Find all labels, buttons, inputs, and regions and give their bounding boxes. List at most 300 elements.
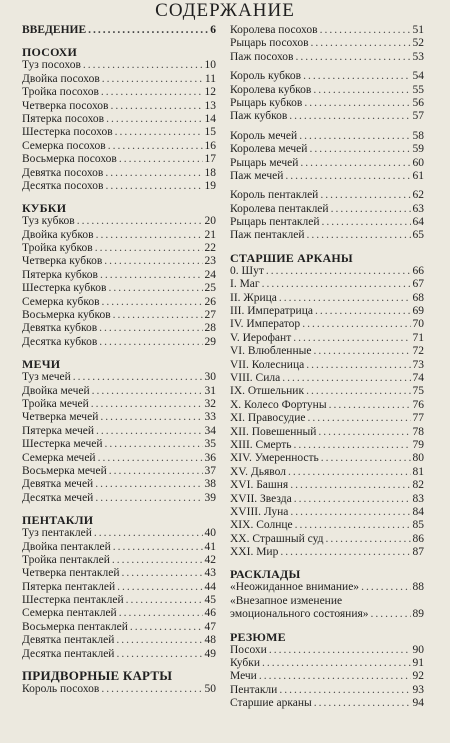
dot-leader [304,97,410,110]
dot-leader [106,113,202,126]
toc-entry-label: Тройка посохов [22,86,99,99]
page-number: 66 [412,264,424,277]
toc-entry-label: Королева посохов [230,24,318,36]
toc-entry[interactable] [230,479,424,492]
toc-entry[interactable] [22,398,216,411]
page-number: 81 [412,465,424,478]
toc-entry[interactable] [230,110,424,123]
dot-leader [331,203,411,216]
toc-entry-label: Шестерка пентаклей [22,594,124,607]
toc-entry[interactable] [230,170,424,183]
toc-entry[interactable] [230,84,424,97]
toc-entry-label: Король кубков [230,70,302,83]
page-number: 67 [412,278,424,291]
toc-entry[interactable] [230,644,424,657]
toc-entry-label: III. Императрица [230,305,313,318]
toc-column-right [230,24,424,711]
page-number: 75 [412,385,424,398]
dot-leader [361,581,410,594]
dot-leader [99,336,202,349]
toc-entry-label: Тройка пентаклей [22,553,110,566]
page-number: 42 [204,553,216,566]
page-number: 91 [412,657,424,670]
dot-leader [113,309,203,322]
page-number: 37 [204,464,216,477]
toc-entry[interactable] [230,581,424,594]
toc-entry[interactable] [22,24,216,37]
page-number: 26 [204,295,216,308]
page-number: 53 [412,50,424,63]
dot-leader [293,332,410,345]
toc-entry-label: Паж посохов [230,50,294,63]
toc-entry[interactable] [22,465,216,478]
page-number: 51 [412,24,424,36]
toc-entry-label: Четверка пентаклей [22,567,120,580]
toc-entry-label: Десятка пентаклей [22,647,115,660]
page-number: 72 [412,345,424,358]
toc-entry[interactable] [22,309,216,322]
dot-leader [288,466,411,479]
page-number: 11 [204,72,216,85]
toc-entry[interactable] [22,594,216,607]
toc-entry[interactable] [230,157,424,170]
page-number: 69 [412,305,424,318]
toc-entry[interactable] [22,336,216,349]
dot-leader [259,670,411,683]
page-number: 33 [204,411,216,424]
dot-leader [262,657,411,670]
page-number: 74 [412,371,424,384]
page-number: 57 [412,110,424,123]
page-number: 45 [204,594,216,607]
page-number: 22 [204,242,216,255]
toc-entry-label: IX. Отшельник [230,385,305,398]
dot-leader [130,621,203,634]
dot-leader [302,318,410,331]
toc-entry-label: Рыцарь посохов [230,37,309,50]
page-number: 38 [204,478,216,491]
toc-entry[interactable] [22,269,216,282]
page-number: 39 [204,491,216,504]
dot-leader [290,506,410,519]
dot-leader [101,86,203,99]
dot-leader [314,697,411,710]
page-number: 68 [412,291,424,304]
toc-entry-label: XVII. Звезда [230,492,292,505]
page-number: 12 [204,86,216,99]
dot-leader [73,371,203,384]
toc-entry[interactable] [230,318,424,331]
toc-entry[interactable] [230,452,424,465]
dot-leader [290,479,410,492]
toc-entry-label: Рыцарь кубков [230,96,303,109]
section-heading: СТАРШИЕ АРКАНЫ [230,250,353,265]
toc-entry-label: XVIII. Луна [230,505,289,518]
toc-entry[interactable] [22,140,216,153]
toc-entry-label: XIII. Смерть [230,438,292,451]
dot-leader [311,37,411,50]
toc-entry-label: Девятка пентаклей [22,634,115,647]
dot-leader [96,229,203,242]
toc-entry[interactable] [230,426,424,439]
page-number: 55 [412,83,424,96]
toc-entry-label: «Внезапное изменение [230,594,343,607]
toc-entry-label: Девятка кубков [22,322,98,335]
dot-leader [293,439,410,452]
toc-entry-label: Мечи [230,670,257,683]
toc-entry[interactable] [22,242,216,255]
dot-leader [117,581,202,594]
toc-entry[interactable] [230,506,424,519]
toc-entry[interactable] [22,683,216,696]
toc-entry[interactable] [22,541,216,554]
dot-leader [121,567,202,580]
toc-entry[interactable] [230,519,424,532]
page-number: 61 [412,169,424,182]
toc-entry-label: Посохи [230,643,267,656]
dot-leader [285,170,410,183]
dot-leader [100,411,202,424]
page-number: 20 [204,215,216,228]
dot-leader [279,684,410,697]
toc-entry[interactable] [22,567,216,580]
dot-leader [313,345,410,358]
page-number: 25 [204,282,216,295]
toc-entry[interactable] [22,371,216,384]
toc-entry[interactable] [230,97,424,110]
toc-entry-line [230,608,424,621]
toc-entry[interactable] [230,399,424,412]
page-number: 15 [204,126,216,139]
toc-entry[interactable] [22,648,216,661]
dot-leader [83,59,203,72]
dot-leader [100,269,203,282]
toc-entry[interactable] [22,153,216,166]
page-number: 29 [204,335,216,348]
toc-entry-label: Король посохов [22,683,100,696]
page-number: 14 [204,112,216,125]
page-number: 47 [204,620,216,633]
toc-entry-label: Пятерка мечей [22,424,95,437]
dot-leader [104,255,202,268]
toc-entry-label: Восьмерка посохов [22,153,117,166]
toc-entry-label: Девятка посохов [22,166,104,179]
toc-entry[interactable] [22,492,216,505]
toc-entry[interactable] [22,621,216,634]
toc-entry-label: Король пентаклей [230,189,319,202]
dot-leader [102,73,203,86]
page-number: 50 [204,683,216,696]
dot-leader [279,292,411,305]
toc-entry[interactable] [230,189,424,202]
page-number: 71 [412,331,424,344]
toc-entry[interactable] [22,452,216,465]
toc-entry[interactable] [22,229,216,242]
toc-entry-label: Туз кубков [22,215,75,228]
toc-entry[interactable] [230,657,424,670]
dot-leader [371,608,411,621]
page-number: 46 [204,607,216,620]
toc-entry-label: Кубки [230,657,260,670]
page-number: 24 [204,268,216,281]
toc-entry[interactable] [230,684,424,697]
dot-leader [300,157,410,170]
toc-entry-label: Рыцарь пентаклей [230,216,320,229]
toc-entry[interactable] [230,216,424,229]
toc-entry-label: Семерка мечей [22,451,96,464]
page-number: 87 [412,546,424,559]
toc-entry[interactable] [22,411,216,424]
dot-leader [105,167,202,180]
toc-entry[interactable] [230,51,424,64]
toc-entry-label: Двойка кубков [22,228,94,241]
dot-leader [320,24,411,37]
toc-entry[interactable] [230,466,424,479]
toc-entry[interactable] [22,73,216,86]
page-number: 19 [204,179,216,192]
dot-leader [95,242,203,255]
dot-leader [91,398,203,411]
dot-leader [101,683,202,696]
toc-entry[interactable] [22,215,216,228]
toc-entry[interactable] [230,265,424,278]
toc-entry[interactable] [22,296,216,309]
page-number: 36 [204,451,216,464]
toc-entry[interactable] [22,255,216,268]
toc-entry[interactable] [230,595,424,622]
toc-entry-label: Четверка посохов [22,99,109,112]
toc-entry[interactable] [22,385,216,398]
toc-entry-label: XX. Страшный суд [230,532,324,545]
dot-leader [110,100,202,113]
toc-entry[interactable] [230,385,424,398]
toc-entry-label: IV. Император [230,318,301,331]
dot-leader [112,554,203,567]
toc-entry-label: XIX. Солнце [230,519,293,532]
toc-entry-label: Восьмерка мечей [22,464,107,477]
page-number: 65 [412,229,424,242]
toc-entry[interactable] [22,100,216,113]
page-number: 82 [412,479,424,492]
toc-entry-label: 0. Шут [230,264,264,277]
dot-leader [322,216,411,229]
toc-entry-label: XI. Правосудие [230,412,306,425]
dot-leader [294,493,411,506]
page-number: 63 [412,202,424,215]
page-number: 90 [412,643,424,656]
page-number: 32 [204,397,216,410]
toc-entry-label: Десятка мечей [22,491,94,504]
dot-leader [269,644,411,657]
section-heading: РАСКЛАДЫ [230,567,301,582]
toc-entry-label: Королева пентаклей [230,202,329,215]
toc-entry[interactable] [230,493,424,506]
page-number: 28 [204,322,216,335]
toc-entry[interactable] [230,439,424,452]
toc-entry[interactable] [230,412,424,425]
page-number: 54 [412,70,424,83]
toc-entry-label: XII. Повешенный [230,425,317,438]
toc-entry[interactable] [230,229,424,242]
toc-entry[interactable] [22,322,216,335]
dot-leader [115,126,203,139]
page-number: 88 [412,581,424,594]
page-number: 41 [204,540,216,553]
dot-leader [280,546,410,559]
toc-entry-label: Туз посохов [22,59,81,72]
dot-leader [318,426,410,439]
toc-entry-label: Королева кубков [230,83,312,96]
toc-entry[interactable] [22,581,216,594]
toc-entry[interactable] [22,607,216,620]
toc-entry[interactable] [22,59,216,72]
dot-leader [116,634,202,647]
toc-entry-label: Восьмерка кубков [22,309,111,322]
toc-entry[interactable] [230,697,424,710]
page-number: 27 [204,309,216,322]
dot-leader [88,24,208,37]
section-heading: КУБКИ [22,201,67,216]
toc-entry-label: Двойка пентаклей [22,540,111,553]
toc-entry[interactable] [230,70,424,83]
toc-entry[interactable] [230,670,424,683]
page-number: 30 [204,371,216,384]
dot-leader [109,465,203,478]
toc-entry-label: Семерка пентаклей [22,607,117,620]
toc-entry[interactable] [230,203,424,216]
toc-entry[interactable] [230,372,424,385]
page-number: 84 [412,505,424,518]
toc-entry[interactable] [230,546,424,559]
toc-entry-label: Пентакли [230,683,278,696]
toc-entry-label: Туз мечей [22,371,71,384]
toc-entry[interactable] [230,359,424,372]
dot-leader [289,110,410,123]
dot-leader [326,533,411,546]
toc-entry[interactable] [230,278,424,291]
page-number: 43 [204,567,216,580]
toc-entry[interactable] [22,282,216,295]
toc-entry-label: Двойка мечей [22,384,90,397]
toc-entry-label: Королева мечей [230,143,308,156]
toc-entry[interactable] [230,305,424,318]
toc-entry[interactable] [230,345,424,358]
toc-entry-label: VII. Колесница [230,358,305,371]
toc-entry[interactable] [230,332,424,345]
toc-entry-label: Паж кубков [230,110,288,123]
toc-entry-label: Четверка кубков [22,255,103,268]
page-number: 85 [412,519,424,532]
toc-entry[interactable] [230,143,424,156]
toc-entry-label: Пятерка кубков [22,268,98,281]
toc-entry[interactable] [22,438,216,451]
toc-entry[interactable] [230,292,424,305]
dot-leader [315,305,411,318]
page-number: 40 [204,527,216,540]
toc-entry-label: V. Иерофант [230,331,292,344]
dot-leader [94,527,203,540]
page-number: 13 [204,99,216,112]
toc-column-left [22,24,216,696]
toc-entry[interactable] [22,167,216,180]
toc-entry[interactable] [22,634,216,647]
dot-leader [321,452,411,465]
dot-leader [266,265,411,278]
page-number: 23 [204,255,216,268]
dot-leader [262,278,411,291]
page-number: 21 [204,228,216,241]
dot-leader [102,296,203,309]
toc-entry-label: Пятерка посохов [22,112,105,125]
section-heading: ПЕНТАКЛИ [22,513,94,528]
page-number: 92 [412,670,424,683]
dot-leader [308,412,411,425]
page-number: 49 [204,647,216,660]
toc-entry[interactable] [22,180,216,193]
toc-entry-label: Шестерка посохов [22,126,113,139]
dot-leader [119,153,203,166]
toc-entry-label: Десятка кубков [22,335,98,348]
toc-entry-label: Туз пентаклей [22,527,92,540]
page-number: 80 [412,452,424,465]
page-number: 60 [412,156,424,169]
page-number: 70 [412,318,424,331]
dot-leader [309,143,410,156]
page-number: 10 [204,59,216,72]
toc-entry-label: Десятка посохов [22,179,104,192]
toc-entry[interactable] [22,425,216,438]
dot-leader [295,51,410,64]
dot-leader [306,385,410,398]
toc-entry-label: VI. Влюбленные [230,345,312,358]
page-number: 78 [412,425,424,438]
toc-entry-label: Восьмерка пентаклей [22,620,128,633]
page-number: 17 [204,153,216,166]
toc-entry[interactable] [22,527,216,540]
toc-entry[interactable] [22,113,216,126]
dot-leader [307,229,411,242]
dot-leader [108,282,202,295]
toc-entry[interactable] [230,533,424,546]
page-number: 62 [412,189,424,202]
toc-entry-label: Пятерка пентаклей [22,580,116,593]
toc-entry-label: Четверка мечей [22,411,99,424]
page-title: СОДЕРЖАНИЕ [155,0,295,21]
toc-entry-label: Шестерка мечей [22,438,103,451]
toc-entry[interactable] [22,554,216,567]
page-number: 93 [412,683,424,696]
toc-entry-label: I. Маг [230,278,260,291]
section-heading: ПОСОХИ [22,45,78,60]
toc-entry-label: Шестерка кубков [22,282,107,295]
toc-entry-label: X. Колесо Фортуны [230,398,327,411]
page-number: 89 [412,608,424,621]
toc-entry-label: Паж пентаклей [230,229,305,242]
page-number: 58 [412,129,424,142]
toc-entry[interactable] [230,130,424,143]
toc-entry-label: VIII. Сила [230,371,281,384]
page-number: 79 [412,438,424,451]
toc-entry[interactable] [230,37,424,50]
dot-leader [320,189,410,202]
toc-entry[interactable] [22,126,216,139]
toc-entry-label: Паж мечей [230,169,284,182]
dot-leader [313,84,410,97]
toc-entry[interactable] [22,478,216,491]
toc-entry[interactable] [22,86,216,99]
toc-entry[interactable] [230,24,424,37]
toc-entry-label: Тройка кубков [22,242,93,255]
